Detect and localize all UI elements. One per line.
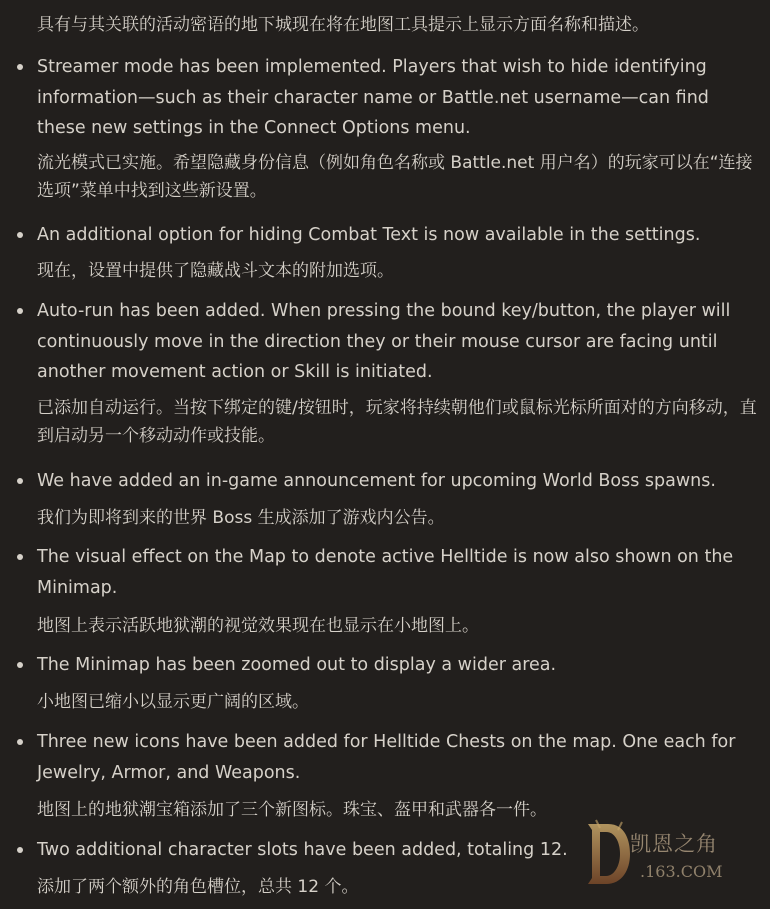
list-item-text-zh: 现在，设置中提供了隐藏战斗文本的附加选项。 — [37, 261, 394, 281]
bullet-icon — [17, 478, 23, 484]
list-item-text-en: Streamer mode has been implemented. Players that wish to hide identifying information—such as their character name or Battle.net username—can find these new settings in the Connect Options menu. — [37, 57, 709, 138]
bullet-icon — [17, 847, 23, 853]
bullet-icon — [17, 554, 23, 560]
site-watermark — [582, 818, 752, 890]
list-item-text-zh: 地图上表示活跃地狱潮的视觉效果现在也显示在小地图上。 — [37, 616, 479, 636]
list-item-text-zh: 小地图已缩小以显示更广阔的区域。 — [37, 692, 309, 712]
list-item-text-zh: 地图上的地狱潮宝箱添加了三个新图标。珠宝、盔甲和武器各一件。 — [37, 800, 547, 820]
bullet-icon — [17, 232, 23, 238]
bullet-icon — [17, 308, 23, 314]
list-item-text-zh: 我们为即将到来的世界 Boss 生成添加了游戏内公告。 — [37, 508, 445, 528]
bullet-icon — [17, 739, 23, 745]
list-item-text-zh: 流光模式已实施。希望隐藏身份信息（例如角色名称或 Battle.net 用户名）的玩家可以在“连接选项”菜单中找到这些新设置。 — [37, 153, 753, 201]
diablo-d-logo-icon — [582, 818, 632, 890]
bullet-icon — [17, 662, 23, 668]
list-item-text-en: Three new icons have been added for Helltide Chests on the map. One each for Jewelry, Armor, and Weapons. — [37, 732, 736, 783]
list-item-text-zh: 已添加自动运行。当按下绑定的键/按钮时，玩家将持续朝他们或鼠标光标所面对的方向移动，直到启动另一个移动动作或技能。 — [37, 398, 757, 446]
bullet-icon — [17, 64, 23, 70]
list-item-text-en: An additional option for hiding Combat Text is now available in the settings. — [37, 225, 701, 245]
list-item-text-en: The Minimap has been zoomed out to display a wider area. — [37, 655, 557, 675]
watermark-subtitle: .163.COM — [640, 862, 723, 881]
list-item-text-zh: 添加了两个额外的角色槽位，总共 12 个。 — [37, 877, 359, 897]
list-item-text-en: The visual effect on the Map to denote active Helltide is now also shown on the Minimap. — [37, 547, 734, 598]
list-item-text-en: Auto-run has been added. When pressing the bound key/button, the player will continuously move in the direction they or their mouse cursor are facing until another movement action or Skill is initiated. — [37, 301, 731, 382]
watermark-title: 凯恩之角 — [630, 832, 718, 856]
list-item-text-en: We have added an in-game announcement for upcoming World Boss spawns. — [37, 471, 716, 491]
list-item-text-en: Two additional character slots have been added, totaling 12. — [37, 840, 568, 860]
paragraph-zh: 具有与其关联的活动密语的地下城现在将在地图工具提示上显示方面名称和描述。 — [37, 15, 649, 35]
